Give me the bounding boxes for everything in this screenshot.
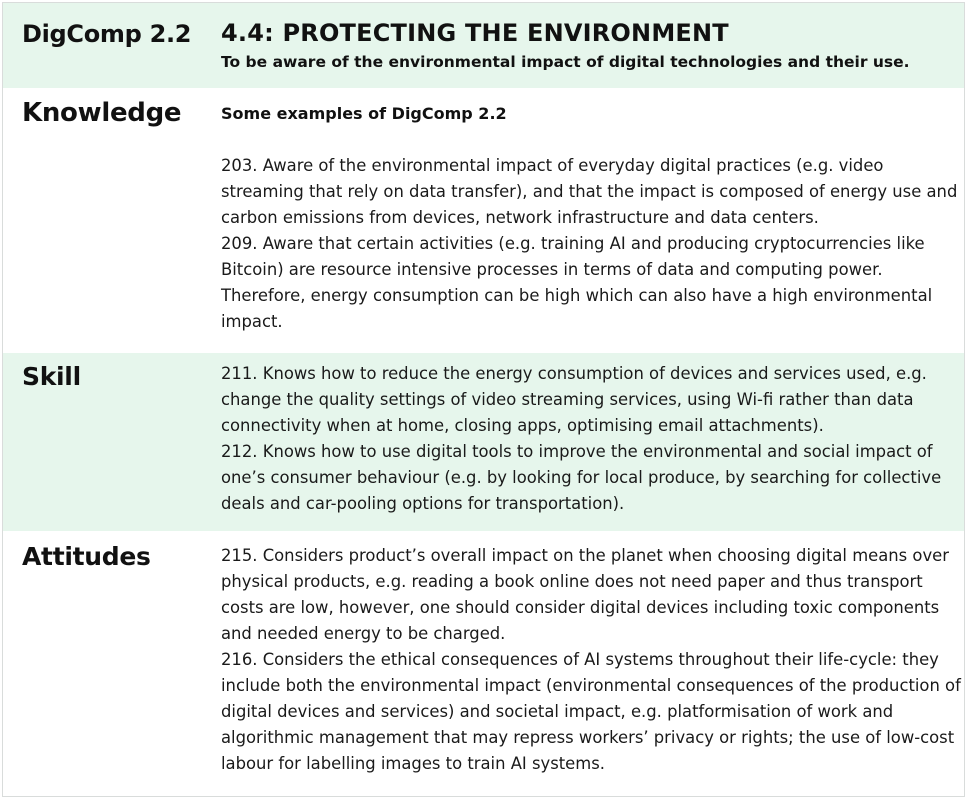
attitudes-section <box>3 531 964 795</box>
skill-examples <box>221 361 963 517</box>
framework-title: DigComp 2.2 <box>22 20 192 48</box>
knowledge-heading: Knowledge <box>22 98 182 128</box>
example-item: 209. Aware that certain activities (e.g. training AI and producing cryptocurrencies like Bitcoin) are resource intensive processes in terms of data and computing power. Therefore, energy consumption can be high which can also have a high environmental impact. <box>221 234 933 331</box>
attitudes-examples <box>221 543 963 777</box>
example-item: 216. Considers the ethical consequences of AI systems throughout their life-cycle: they include both the environmental impact (environmental consequences of the production of digital devices and services) and societal impact, e.g. platformisation of work and algorithmic management that may repress workers’ privacy or rights; the use of low-cost labour for labelling images to train AI systems. <box>221 650 961 773</box>
examples-label: Some examples of DigComp 2.2 <box>221 104 507 123</box>
skill-heading: Skill <box>22 362 81 391</box>
attitudes-heading: Attitudes <box>22 542 151 571</box>
example-item: 215. Considers product’s overall impact on the planet when choosing digital means over physical products, e.g. reading a book online does not need paper and thus transport costs are low, however, one should consider digital devices including toxic components and needed energy to be charged. <box>221 546 949 643</box>
competence-header <box>3 3 964 88</box>
knowledge-examples <box>221 153 963 335</box>
example-item: 203. Aware of the environmental impact of everyday digital practices (e.g. video streaming that rely on data transfer), and that the impact is composed of energy use and carbon emissions from devices, network infrastructure and data centers. <box>221 156 958 227</box>
example-item: 212. Knows how to use digital tools to improve the environmental and social impact of one’s consumer behaviour (e.g. by looking for local produce, by searching for collective deals and car-pooling options for transportation). <box>221 442 942 513</box>
competence-title: 4.4: PROTECTING THE ENVIRONMENT <box>221 19 729 47</box>
skill-section <box>3 353 964 531</box>
knowledge-section <box>3 88 964 353</box>
competence-description: To be aware of the environmental impact of digital technologies and their use. <box>221 53 910 71</box>
example-item: 211. Knows how to reduce the energy consumption of devices and services used, e.g. change the quality settings of video streaming services, using Wi-fi rather than data connectivity when at home, closing apps, optimising email attachments). <box>221 364 927 435</box>
